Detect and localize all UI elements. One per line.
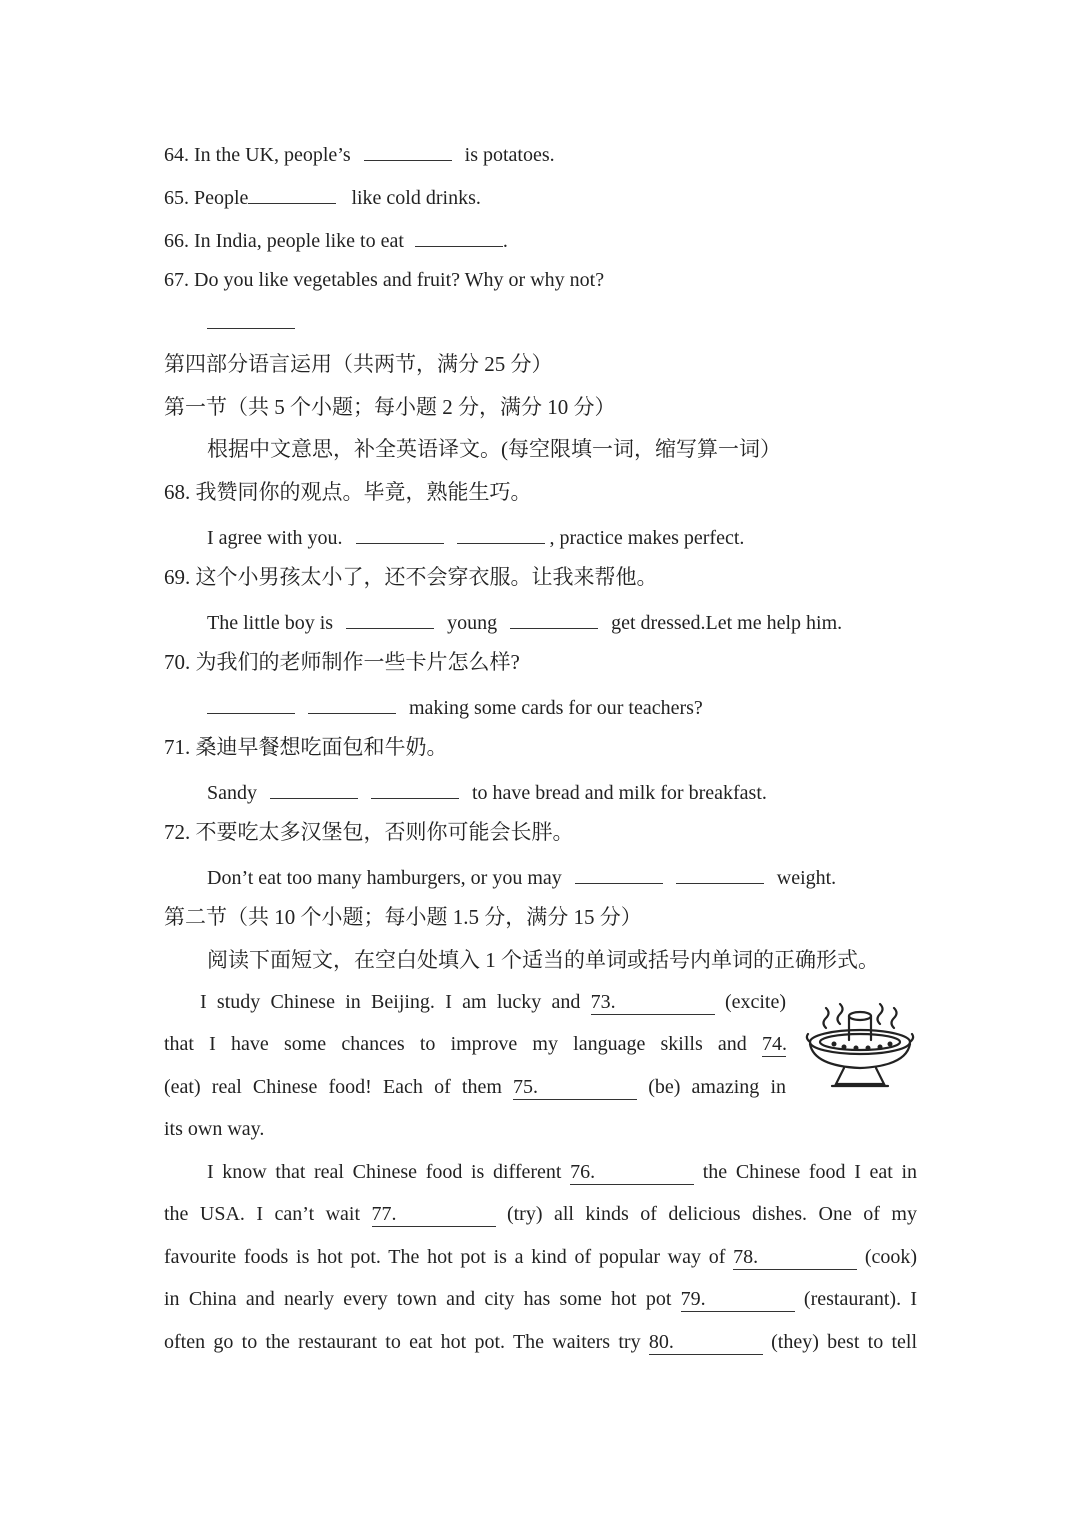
question-71-english: Sandy to have bread and milk for breakfast. [207,778,767,805]
section-2-instruction: 阅读下面短文，在空白处填入 1 个适当的单词或括号内单词的正确形式。 [207,948,879,972]
question-69-chinese: 69. 这个小男孩太小了，还不会穿衣服。让我来帮他。 [164,565,658,589]
answer-blank[interactable] [248,183,336,204]
question-64: 64. In the UK, people’s is potatoes. [164,140,555,167]
answer-blank-80[interactable]: 80. [649,1330,763,1355]
question-67: 67. Do you like vegetables and fruit? Why or why not? [164,269,605,291]
question-71-chinese: 71. 桑迪早餐想吃面包和牛奶。 [164,735,448,759]
answer-blank[interactable] [207,308,295,329]
passage-line: the USA. I can’t wait 77. (try) all kinds of delicious dishes. One of my [164,1203,917,1225]
answer-blank-73[interactable]: 73. [591,990,715,1015]
section-1-instruction: 根据中文意思，补全英语译文。(每空限填一词，缩写算一词） [207,437,781,461]
question-72-chinese: 72. 不要吃太多汉堡包，否则你可能会长胖。 [164,820,574,844]
question-70-english: making some cards for our teachers? [207,693,703,720]
answer-blank[interactable] [510,608,598,629]
answer-blank-76[interactable]: 76. [570,1160,694,1185]
section-1-title: 第一节（共 5 个小题；每小题 2 分，满分 10 分） [164,395,616,419]
section-2-title: 第二节（共 10 个小题；每小题 1.5 分，满分 15 分） [164,905,642,929]
passage-line: favourite foods is hot pot. The hot pot is a kind of popular way of 78. (cook) [164,1246,918,1268]
answer-blank[interactable] [371,778,459,799]
answer-blank[interactable] [676,863,764,884]
passage-line: in China and nearly every town and city has some hot pot 79. (restaurant). I [164,1288,917,1310]
passage-line: (eat) real Chinese food! Each of them 75. (be) amazing in [164,1076,787,1098]
question-70-chinese: 70. 为我们的老师制作一些卡片怎么样? [164,650,520,674]
answer-blank[interactable] [457,523,545,544]
question-67-answer [207,308,295,335]
answer-blank[interactable] [356,523,444,544]
question-69-english: The little boy is young get dressed.Let me help him. [207,608,842,635]
answer-blank-74[interactable]: 74. [762,1033,787,1055]
answer-blank[interactable] [364,140,452,161]
hot-pot-icon [804,998,916,1094]
answer-blank-78[interactable]: 78. [733,1245,857,1270]
part-title: 第四部分语言运用（共两节，满分 25 分） [164,352,553,376]
passage-line: I study Chinese in Beijing. I am lucky and 73. (excite) [200,991,787,1013]
answer-blank[interactable] [346,608,434,629]
passage-line: I know that real Chinese food is different 76. the Chinese food I eat in [207,1161,918,1183]
answer-blank-75[interactable]: 75. [513,1075,637,1100]
answer-blank-79[interactable]: 79. [681,1287,795,1312]
passage-line: its own way. [164,1118,265,1140]
answer-blank[interactable] [270,778,358,799]
answer-blank-77[interactable]: 77. [372,1202,496,1227]
passage-line: that I have some chances to improve my language skills and 74. [164,1033,787,1055]
answer-blank[interactable] [308,693,396,714]
question-68-chinese: 68. 我赞同你的观点。毕竟，熟能生巧。 [164,480,532,504]
question-72-english: Don’t eat too many hamburgers, or you may weight. [207,863,836,890]
question-66: 66. In India, people like to eat . [164,226,508,253]
question-68-english: I agree with you. , practice makes perfect. [207,523,744,550]
passage-line: often go to the restaurant to eat hot pot. The waiters try 80. (they) best to tell [164,1331,918,1353]
answer-blank[interactable] [207,693,295,714]
question-65: 65. People like cold drinks. [164,183,481,210]
answer-blank[interactable] [415,226,503,247]
answer-blank[interactable] [575,863,663,884]
